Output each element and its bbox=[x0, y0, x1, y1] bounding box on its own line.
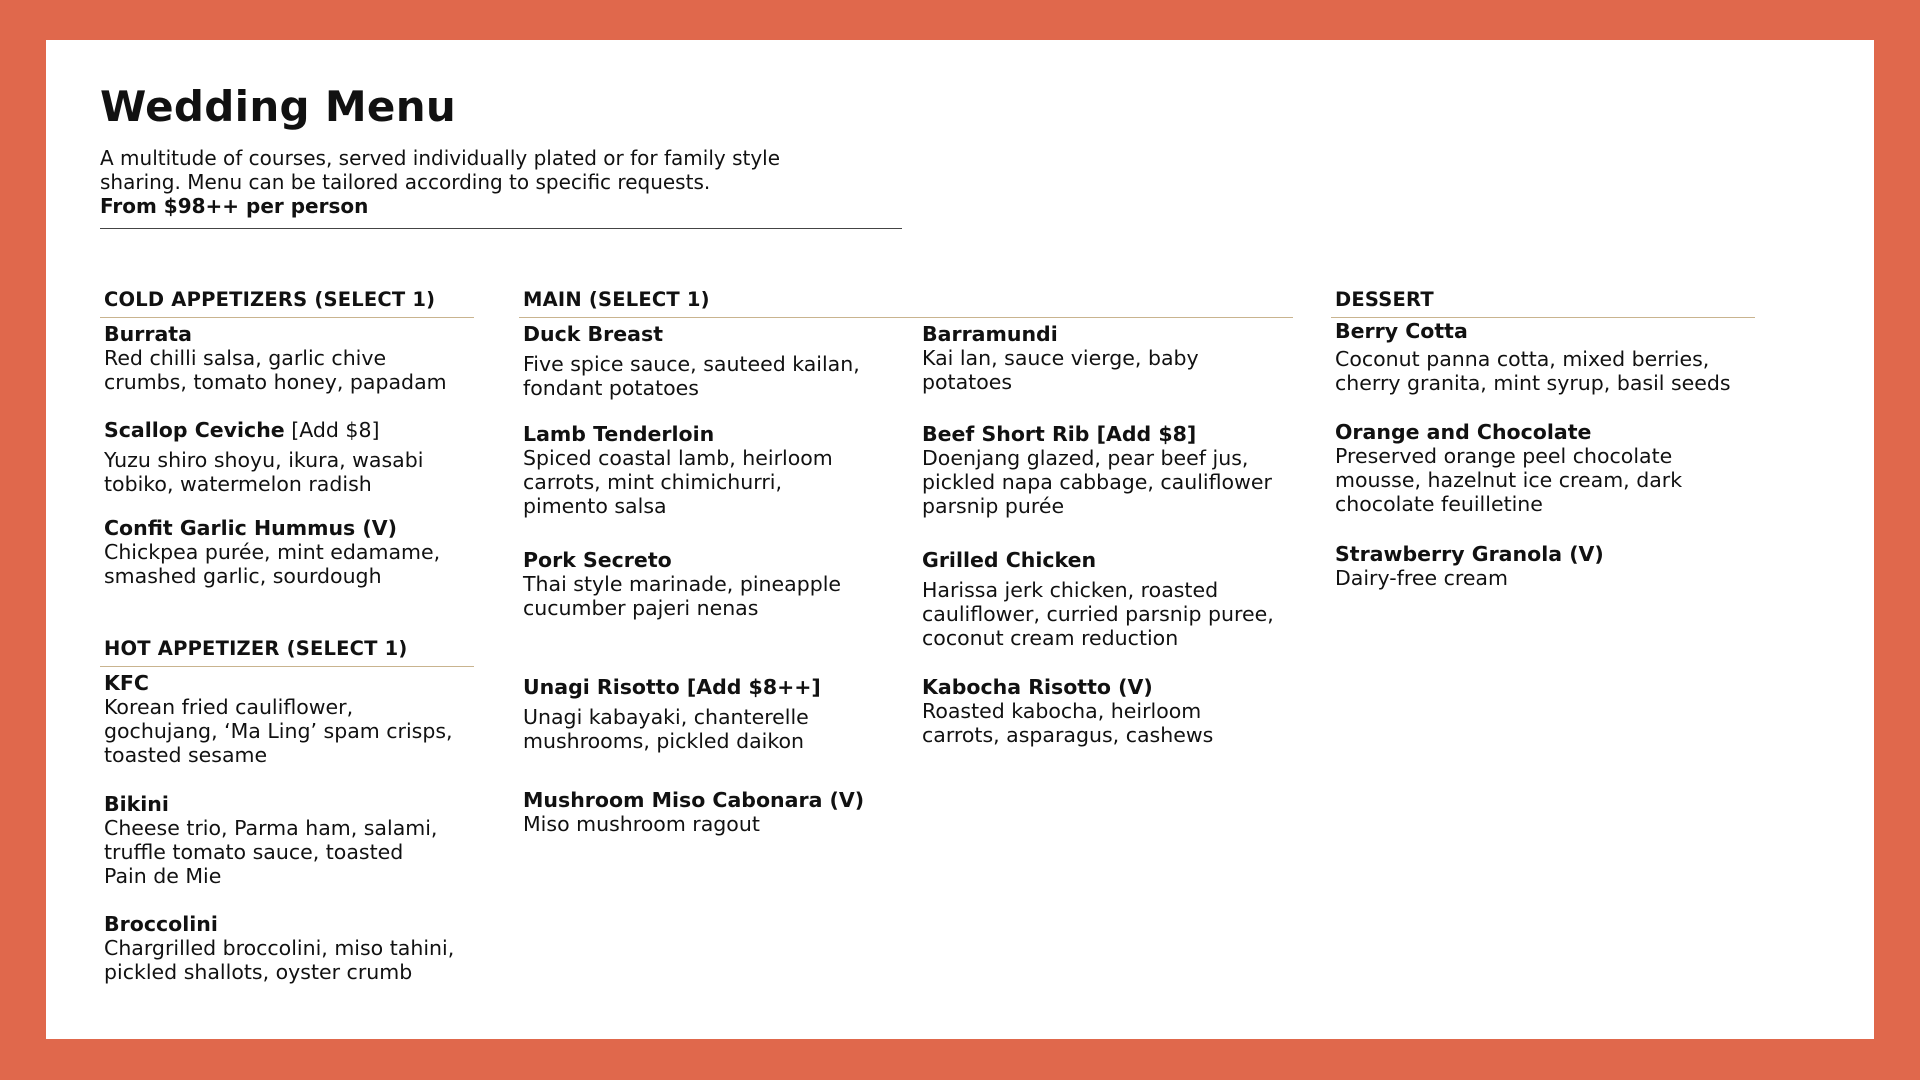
menu-item-burrata bbox=[104, 322, 447, 394]
item-add-price: [Add $8] bbox=[284, 418, 380, 442]
item-name: Duck Breast bbox=[523, 322, 664, 346]
item-description: Chickpea purée, mint edamame, smashed garlic, sourdough bbox=[104, 540, 441, 588]
page-title: Wedding Menu bbox=[100, 82, 457, 131]
menu-sheet bbox=[46, 40, 1874, 1039]
item-name: Lamb Tenderloin bbox=[523, 422, 715, 446]
item-description: Korean fried cauliflower, gochujang, ‘Ma Ling’ spam crisps, toasted sesame bbox=[104, 695, 453, 767]
dessert-heading-text: DESSERT bbox=[1335, 288, 1434, 311]
item-description: Preserved orange peel chocolate mousse, hazelnut ice cream, dark chocolate feuilletine bbox=[1335, 444, 1683, 516]
item-description: Five spice sauce, sauteed kailan, fondant potatoes bbox=[523, 352, 860, 400]
menu-item-barramundi bbox=[922, 322, 1199, 394]
item-name: Unagi Risotto [Add $8++] bbox=[523, 675, 821, 699]
item-description: Thai style marinade, pineapple cucumber pajeri nenas bbox=[523, 572, 842, 620]
item-description: Cheese trio, Parma ham, salami, truffle tomato sauce, toasted Pain de Mie bbox=[104, 816, 438, 888]
item-name: Pork Secreto bbox=[523, 548, 672, 572]
item-name bbox=[104, 418, 423, 442]
cold-appetizers-heading bbox=[100, 288, 474, 318]
item-description: Spiced coastal lamb, heirloom carrots, mint chimichurri, pimento salsa bbox=[523, 446, 833, 518]
item-name: Orange and Chocolate bbox=[1335, 420, 1592, 444]
item-description: Yuzu shiro shoyu, ikura, wasabi tobiko, watermelon radish bbox=[104, 448, 424, 496]
menu-item-pork-secreto bbox=[523, 548, 841, 620]
menu-item-lamb-tenderloin bbox=[523, 422, 833, 518]
item-name: Strawberry Granola (V) bbox=[1335, 542, 1604, 566]
cold-appetizers-heading-text: COLD APPETIZERS (SELECT 1) bbox=[104, 288, 436, 311]
menu-intro bbox=[100, 146, 860, 194]
hot-appetizer-heading bbox=[100, 637, 474, 667]
item-name: Grilled Chicken bbox=[922, 548, 1097, 572]
price-label: From $98++ per person bbox=[100, 194, 369, 219]
main-heading bbox=[519, 288, 1293, 318]
item-name: Berry Cotta bbox=[1335, 319, 1468, 343]
menu-item-kabocha-risotto bbox=[922, 675, 1213, 747]
hot-appetizer-heading-text: HOT APPETIZER (SELECT 1) bbox=[104, 637, 408, 660]
item-description: Unagi kabayaki, chanterelle mushrooms, pickled daikon bbox=[523, 705, 809, 753]
item-name: Confit Garlic Hummus (V) bbox=[104, 516, 397, 540]
menu-item-kfc bbox=[104, 671, 453, 767]
menu-header bbox=[100, 84, 902, 229]
item-description: Kai lan, sauce vierge, baby potatoes bbox=[922, 346, 1199, 394]
item-name: Mushroom Miso Cabonara (V) bbox=[523, 788, 865, 812]
item-description: Dairy-free cream bbox=[1335, 566, 1508, 590]
menu-item-broccolini bbox=[104, 912, 454, 984]
menu-item-bikini bbox=[104, 792, 437, 888]
item-description: Red chilli salsa, garlic chive crumbs, tomato honey, papadam bbox=[104, 346, 447, 394]
item-description: Chargrilled broccolini, miso tahini, pickled shallots, oyster crumb bbox=[104, 936, 455, 984]
item-name-text: Scallop Ceviche bbox=[104, 418, 285, 442]
item-description: Miso mushroom ragout bbox=[523, 812, 760, 836]
menu-item-confit-garlic-hummus bbox=[104, 516, 440, 588]
item-name: Barramundi bbox=[922, 322, 1058, 346]
item-description: Harissa jerk chicken, roasted cauliflower, curried parsnip puree, coconut cream reduction bbox=[922, 578, 1274, 650]
item-name: KFC bbox=[104, 671, 149, 695]
item-name: Kabocha Risotto (V) bbox=[922, 675, 1153, 699]
intro-line-2: sharing. Menu can be tailored according to specific requests. bbox=[100, 170, 711, 195]
item-name: Beef Short Rib [Add $8] bbox=[922, 422, 1197, 446]
main-heading-text: MAIN (SELECT 1) bbox=[523, 288, 710, 311]
menu-item-unagi-risotto bbox=[523, 675, 821, 753]
header-divider bbox=[100, 228, 902, 229]
item-description: Doenjang glazed, pear beef jus, pickled napa cabbage, cauliflower parsnip purée bbox=[922, 446, 1272, 518]
item-name: Burrata bbox=[104, 322, 192, 346]
item-name: Broccolini bbox=[104, 912, 218, 936]
intro-line-1: A multitude of courses, served individually plated or for family style bbox=[100, 146, 781, 171]
item-description: Coconut panna cotta, mixed berries, cherry granita, mint syrup, basil seeds bbox=[1335, 347, 1731, 395]
menu-item-mushroom-miso-cabonara bbox=[523, 788, 864, 836]
menu-item-beef-short-rib bbox=[922, 422, 1272, 518]
menu-item-berry-cotta bbox=[1335, 319, 1731, 395]
dessert-heading bbox=[1331, 288, 1755, 318]
menu-item-orange-and-chocolate bbox=[1335, 420, 1682, 516]
menu-item-scallop-ceviche bbox=[104, 418, 423, 496]
menu-item-duck-breast bbox=[523, 322, 860, 400]
menu-item-strawberry-granola bbox=[1335, 542, 1604, 590]
item-name: Bikini bbox=[104, 792, 169, 816]
menu-item-grilled-chicken bbox=[922, 548, 1274, 650]
item-description: Roasted kabocha, heirloom carrots, asparagus, cashews bbox=[922, 699, 1214, 747]
